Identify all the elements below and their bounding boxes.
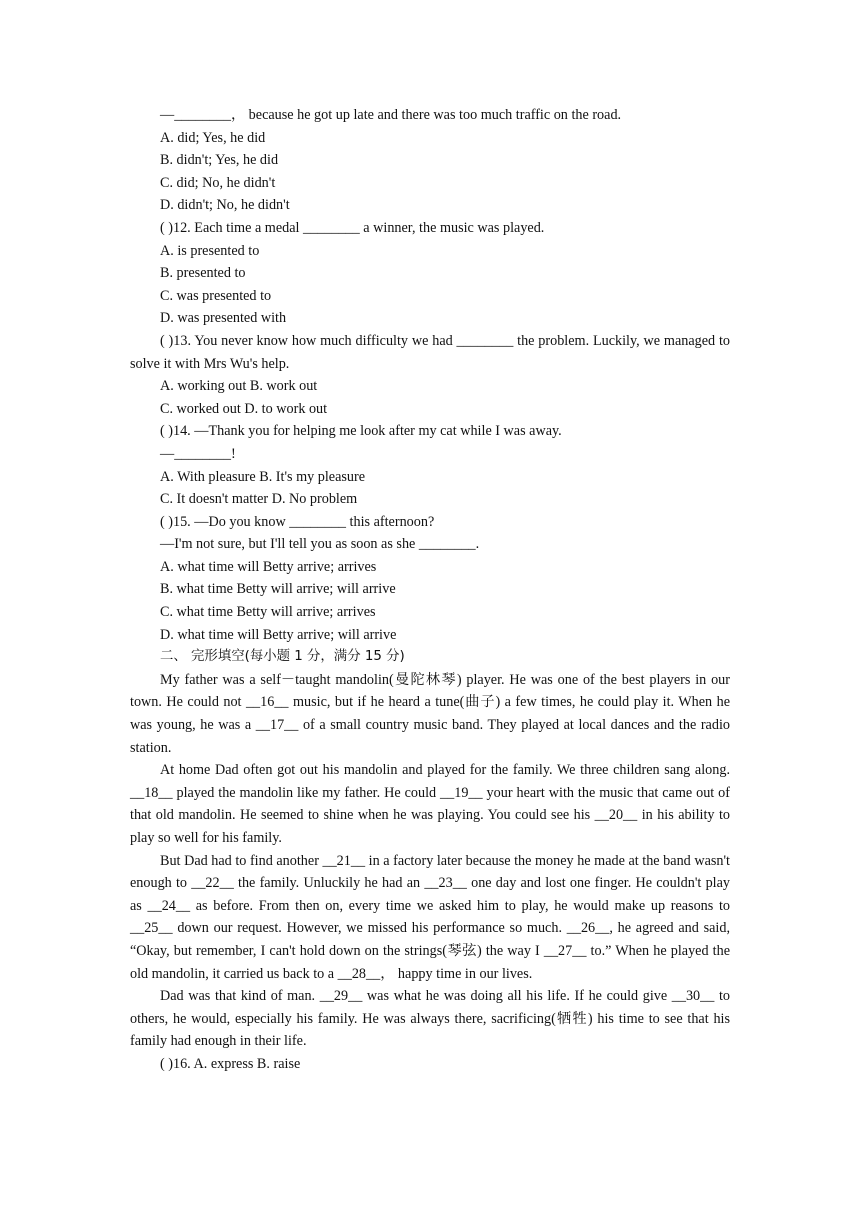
q12-option-d: D. was presented with [160,310,287,327]
cloze-paragraph-2: At home Dad often got out his mandolin and played for the family. We three children sang along. __18__ played the mandolin like my father. He could __19__ your heart with the music that came out of that old mandolin. He seemed to shine when he was playing. You could see his __20__ in his ability to play so well for his family. [130,762,730,846]
q11-answer-line: —________， because he got up late and there was too much traffic on the road. [160,107,622,123]
q14-options-ab: A. With pleasure B. It's my pleasure [160,468,366,485]
q13-stem: ( )13. You never know how much difficulty we had ________ the problem. Luckily, we managed to solve it with Mrs Wu's help. [130,332,730,372]
q15-option-c: C. what time Betty will arrive; arrives [160,604,376,621]
cloze-paragraph-1: My father was a self－taught mandolin(曼陀林琴) player. He was one of the best players in our town. He could not __16__ music, but if he heard a tune(曲子) a few times, he could play it. When he was young, he was a __17__ of a small country music band. They played at local dances and the radio station. [130,671,730,756]
q15-option-d: D. what time will Betty arrive; will arrive [160,626,397,643]
q15-reply: —I'm not sure, but I'll tell you as soon as she ________. [160,536,480,553]
q12-stem: ( )12. Each time a medal ________ a winner, the music was played. [160,219,545,236]
q12-option-b: B. presented to [160,265,246,282]
worksheet-page [130,104,730,1076]
section-heading: 二、 完形填空(每小题 1 分，满分 15 分) [160,649,405,665]
q12-option-a: A. is presented to [160,242,260,259]
q12-option-c: C. was presented to [160,287,272,304]
q14-reply: —________! [160,445,236,462]
q16-options: ( )16. A. express B. raise [160,1055,301,1072]
q15-stem: ( )15. —Do you know ________ this afternoon? [160,513,435,530]
q11-option-a: A. did; Yes, he did [160,129,266,146]
q14-options-cd: C. It doesn't matter D. No problem [160,491,358,508]
q11-option-b: B. didn't; Yes, he did [160,152,279,169]
cloze-paragraph-3: But Dad had to find another __21__ in a factory later because the money he made at the band wasn't enough to __22__ the family. Unluckily he had an __23__ one day and lost one finger. He couldn't play as __24__ as before. From then on, every time we asked him to play, he would make up reasons to __25__ down our request. However, we missed his performance so much. __26__, he agreed and said, “Okay, but remember, I can't hold down on the strings(琴弦) the way I __27__ to.” When he played the old mandolin, it carried us back to a __28__， happy time in our lives. [130,852,730,982]
q14-stem: ( )14. —Thank you for helping me look after my cat while I was away. [160,423,562,440]
q11-option-d: D. didn't; No, he didn't [160,197,290,214]
q13-options-ab: A. working out B. work out [160,378,318,395]
q13-options-cd: C. worked out D. to work out [160,400,328,417]
q15-option-b: B. what time Betty will arrive; will arrive [160,581,396,598]
q11-option-c: C. did; No, he didn't [160,174,276,191]
cloze-paragraph-4: Dad was that kind of man. __29__ was what he was doing all his life. If he could give __30__ to others, he would, especially his family. He was always there, sacrificing(牺牲) his time to see that his family had enough in their life. [130,988,730,1050]
q15-option-a: A. what time will Betty arrive; arrives [160,558,377,575]
